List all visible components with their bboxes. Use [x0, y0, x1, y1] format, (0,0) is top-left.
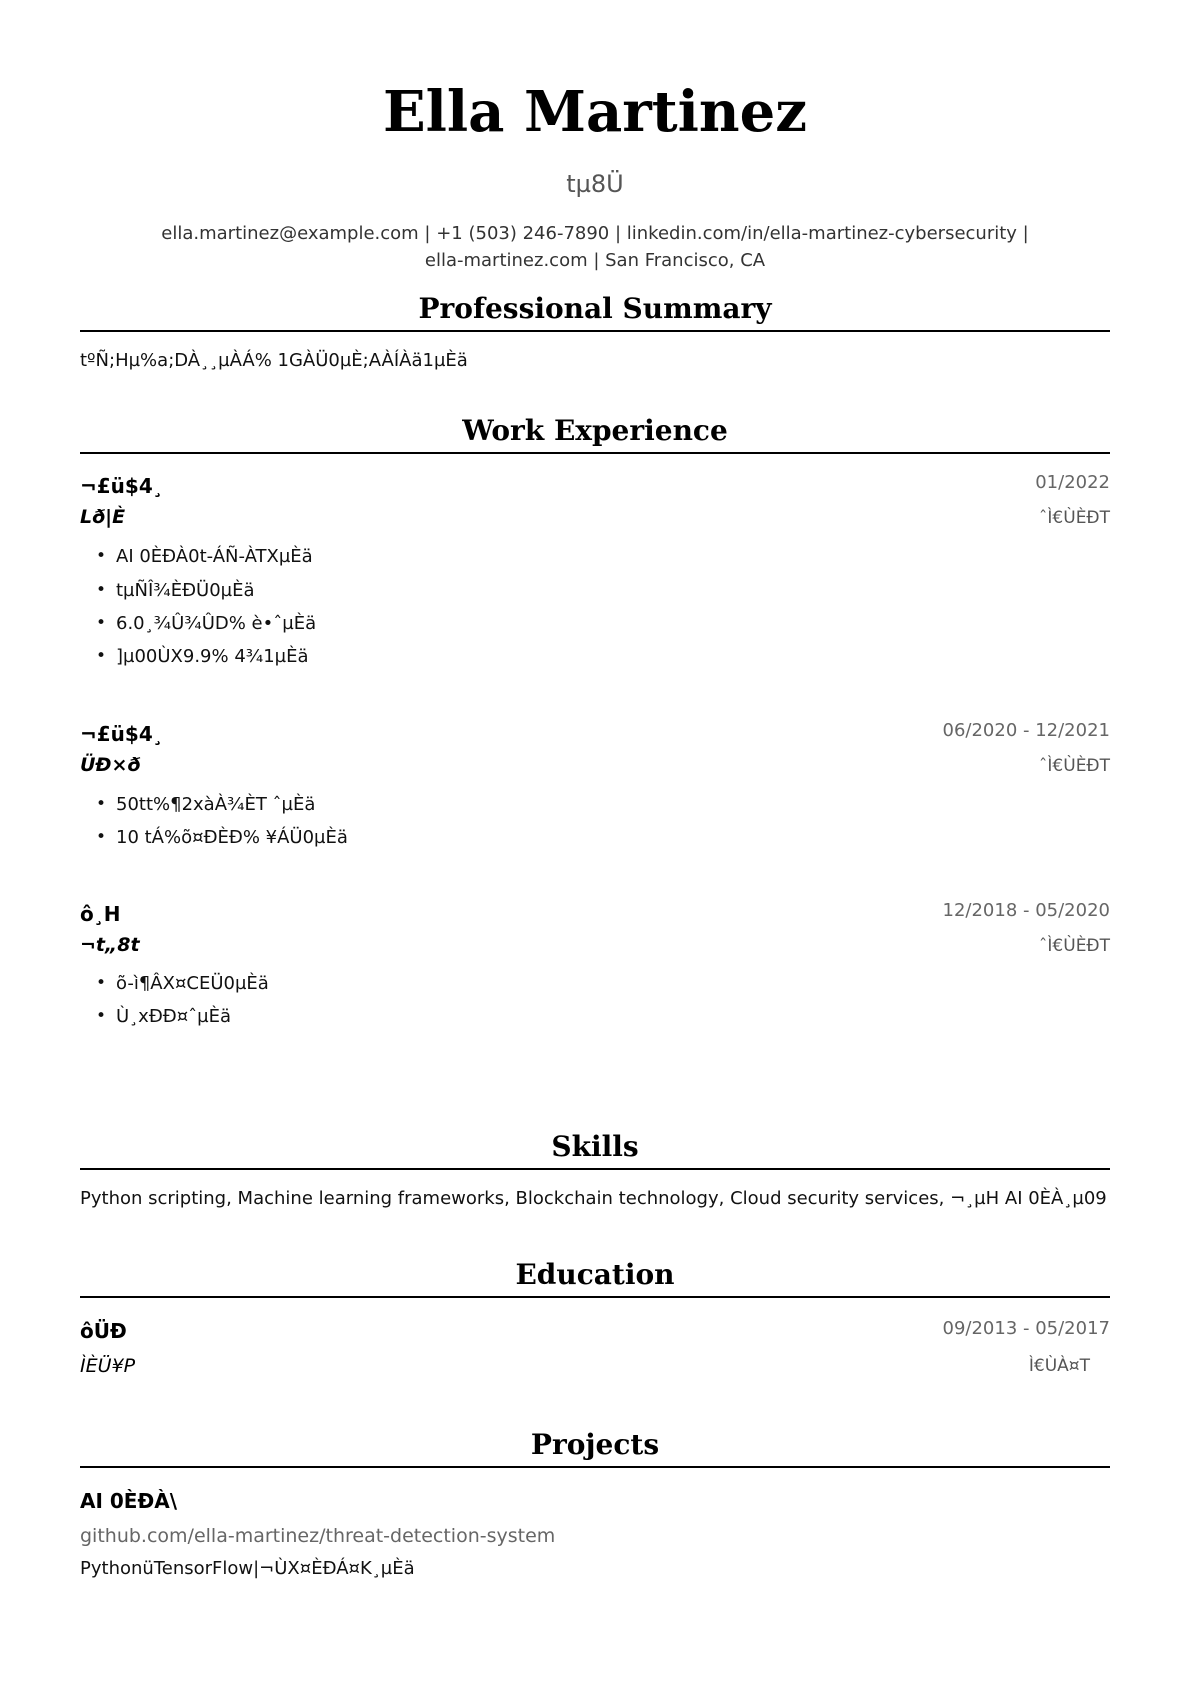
- education-date: 09/2013 - 05/2017: [942, 1318, 1110, 1339]
- job-1-location: ˆÌ€ÙÈÐT: [1038, 508, 1110, 528]
- job-1-bullet-1: AI 0ÈÐÀ0t-ÁÑ-ÀTXµÈä: [116, 546, 313, 567]
- bullet-marker: •: [96, 546, 107, 566]
- job-2-bullet-1: 50tt%¶2xàÀ¾ÈT ˆµÈä: [116, 794, 316, 815]
- job-2-bullet-2: 10 tÁ%õ¤ÐÈÐ% ¥ÁÜ0µÈä: [116, 827, 348, 848]
- summary-heading: Professional Summary: [418, 292, 772, 325]
- job-1-date: 01/2022: [1035, 472, 1110, 493]
- bullet-marker: •: [96, 973, 107, 993]
- job-3-bullet-1: õ-ì¶ÂX¤CEÜ0µÈä: [116, 973, 269, 994]
- bullet-marker: •: [96, 794, 107, 814]
- projects-divider: [80, 1466, 1110, 1468]
- project-1-description: PythonüTensorFlow|¬ÙX¤ÈÐÁ¤K¸µÈä: [80, 1558, 415, 1579]
- experience-heading: Work Experience: [462, 414, 728, 447]
- summary-divider: [80, 330, 1110, 332]
- bullet-marker: •: [96, 613, 107, 633]
- bullet-marker: •: [96, 646, 107, 666]
- job-3-organization: ô¸H: [80, 902, 121, 926]
- education-divider: [80, 1296, 1110, 1298]
- bullet-marker: •: [96, 827, 107, 847]
- project-1-link[interactable]: github.com/ella-martinez/threat-detection-system: [80, 1525, 556, 1547]
- skills-divider: [80, 1168, 1110, 1170]
- job-1-bullet-3: 6.0¸¾Û¾ÛD% è•ˆµÈä: [116, 613, 317, 634]
- education-school: ôÜÐ: [80, 1319, 127, 1343]
- candidate-name: Ella Martinez: [382, 79, 808, 145]
- education-degree: ÌÈÜ¥P: [80, 1355, 136, 1377]
- job-1-role: Lð|È: [80, 506, 126, 528]
- experience-divider: [80, 452, 1110, 454]
- job-2-organization: ¬£ü$4¸: [80, 722, 163, 746]
- bullet-marker: •: [96, 580, 107, 600]
- job-1-organization: ¬£ü$4¸: [80, 474, 163, 498]
- project-1-name: AI 0ÈÐÀ\: [80, 1489, 178, 1513]
- projects-heading: Projects: [530, 1428, 660, 1461]
- contact-line-2: ella-martinez.com | San Francisco, CA: [424, 250, 766, 271]
- job-2-location: ˆÌ€ÙÈÐT: [1038, 756, 1110, 776]
- bullet-marker: •: [96, 1006, 107, 1026]
- job-2-date: 06/2020 - 12/2021: [942, 720, 1110, 741]
- education-heading: Education: [515, 1258, 675, 1291]
- job-3-bullet-2: Ù¸xÐÐ¤ˆµÈä: [116, 1006, 232, 1027]
- job-3-location: ˆÌ€ÙÈÐT: [1038, 936, 1110, 956]
- job-1-bullet-4: ]µ00ÙX9.9% 4¾1µÈä: [116, 646, 309, 667]
- job-3-date: 12/2018 - 05/2020: [942, 900, 1110, 921]
- contact-line-1: ella.martinez@example.com | +1 (503) 246-7890 | linkedin.com/in/ella-martinez-cybersecurity |: [161, 223, 1029, 244]
- candidate-subtitle: tµ8Ü: [566, 170, 624, 198]
- job-1-bullet-2: tµÑÎ¾ÈÐÜ0µÈä: [116, 580, 255, 601]
- contact-info: [120, 220, 1070, 274]
- job-3-role: ¬t„8t: [80, 934, 140, 956]
- summary-text: tºÑ;Hµ%a;DÀ¸¸µÀÁ% 1GÀÜ0µÈ;AÀÍÀä1µÈä: [80, 350, 468, 371]
- skills-text: Python scripting, Machine learning frameworks, Blockchain technology, Cloud security services, ¬¸µH AI 0ÈÀ¸µ09: [80, 1188, 1107, 1209]
- job-2-role: ÜÐ×ð: [80, 754, 141, 776]
- education-location: Ì€ÙÀ¤T: [1028, 1356, 1090, 1376]
- skills-heading: Skills: [551, 1130, 639, 1163]
